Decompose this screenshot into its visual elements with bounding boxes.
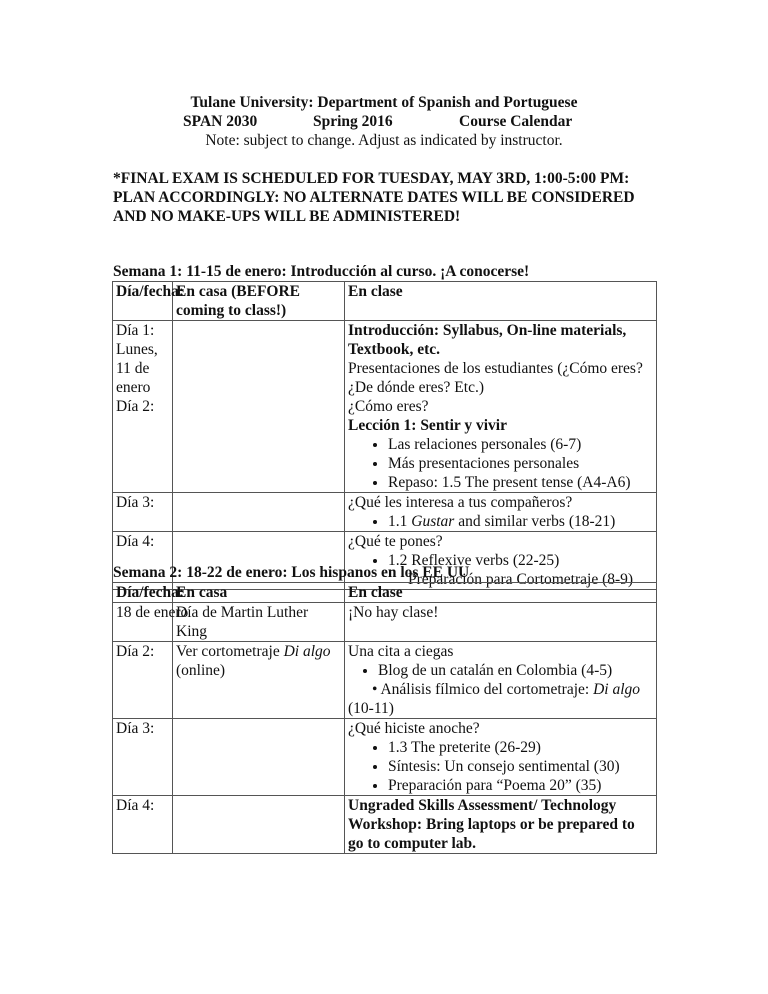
list-item: • Síntesis: Un consejo sentimental (30): [388, 757, 653, 776]
table-row: [113, 796, 657, 854]
course-code: SPAN 2030: [183, 113, 258, 130]
list-item: • Análisis fílmico del cortometraje: Di algo: [372, 681, 641, 698]
table-row: [113, 603, 657, 642]
list-item: • Repaso: 1.5 The present tense (A4-A6): [388, 473, 653, 492]
exam-line: *FINAL EXAM IS SCHEDULED FOR TUESDAY, MAY 3RD, 1:00-5:00 PM:: [113, 170, 630, 187]
list-item: • Las relaciones personales (6-7): [388, 435, 653, 454]
header-class: En clase: [345, 282, 657, 321]
list-item: • Más presentaciones personales: [388, 454, 653, 473]
term: Spring 2016: [313, 113, 393, 130]
course-line: [183, 112, 603, 131]
home-cell: [173, 719, 345, 796]
class-cell: Ungraded Skills Assessment/ Technology Workshop: Bring laptops or be prepared to go to computer lab.: [345, 796, 657, 854]
week1-heading: Semana 1: 11-15 de enero: Introducción al curso. ¡A conocerse!: [113, 263, 530, 280]
home-cell: [173, 796, 345, 854]
header-class: En clase: [345, 583, 657, 603]
day-cell: Día 2:: [113, 642, 173, 719]
exam-notice: [113, 169, 673, 226]
exam-line: AND NO MAKE-UPS WILL BE ADMINISTERED!: [113, 208, 461, 225]
class-topic: Introducción: Syllabus, On-line materials, Textbook, etc.: [348, 322, 627, 358]
class-cell: [345, 493, 657, 532]
table-row: [113, 397, 657, 493]
table-header-row: [113, 583, 657, 603]
class-cell: [345, 642, 657, 719]
class-cell: [345, 719, 657, 796]
home-cell: [173, 397, 345, 493]
class-text: (10-11): [348, 700, 394, 717]
day-cell: Día 4:: [113, 796, 173, 854]
header-day: Día/fecha:: [113, 282, 173, 321]
class-text: ¿Qué te pones?: [348, 533, 443, 550]
table-row: [113, 642, 657, 719]
header-home: En casa: [173, 583, 345, 603]
day-cell: Día 2:: [113, 397, 173, 493]
list-item: • Blog de un catalán en Colombia (4-5): [378, 661, 653, 680]
day-cell: Día 3:: [113, 719, 173, 796]
class-cell: ¡No hay clase!: [345, 603, 657, 642]
lesson-title: Lección 1: Sentir y vivir: [348, 417, 507, 434]
home-cell: Ver cortometraje Di algo (online): [173, 642, 345, 719]
class-cell: [345, 397, 657, 493]
class-text: Presentaciones de los estudiantes (¿Cómo eres? ¿De dónde eres? Etc.): [348, 360, 643, 396]
header-home: En casa (BEFORE coming to class!): [173, 282, 345, 321]
class-text: ¿Cómo eres?: [348, 398, 429, 415]
home-cell: Día de Martin Luther King: [173, 603, 345, 642]
class-text: Una cita a ciegas: [348, 643, 454, 660]
day-cell: Día 3:: [113, 493, 173, 532]
table-row: [113, 493, 657, 532]
table-header-row: [113, 282, 657, 321]
table-row: [113, 719, 657, 796]
list-item: • 1.2 Reflexive verbs (22-25): [388, 551, 653, 570]
doc-type: Course Calendar: [459, 113, 573, 130]
header-day: Día/fecha:: [113, 583, 173, 603]
exam-line: PLAN ACCORDINGLY: NO ALTERNATE DATES WILL BE CONSIDERED: [113, 189, 635, 206]
week2-table: [112, 582, 657, 854]
home-cell: [173, 493, 345, 532]
class-text: Preparación para Cortometraje (8-9): [408, 571, 634, 588]
home-cell: [173, 321, 345, 398]
class-text: ¿Qué hiciste anoche?: [348, 720, 480, 737]
day-cell: 18 de enero: [113, 603, 173, 642]
week1-table: [112, 281, 657, 590]
list-item: • 1.1 Gustar and similar verbs (18-21): [388, 512, 653, 531]
title-line: Tulane University: Department of Spanish and Portuguese: [190, 94, 578, 111]
table-row: [113, 321, 657, 398]
list-item: • 1.3 The preterite (26-29): [388, 738, 653, 757]
day-cell: Día 4:: [113, 532, 173, 590]
class-cell: [345, 321, 657, 398]
list-item: • Preparación para “Poema 20” (35): [388, 776, 653, 795]
week2-heading: Semana 2: 18-22 de enero: Los hispanos en los EE UU: [113, 564, 470, 581]
class-text: ¿Qué les interesa a tus compañeros?: [348, 494, 573, 511]
day-cell: Día 1: Lunes, 11 de enero: [113, 321, 173, 398]
note: Note: subject to change. Adjust as indicated by instructor.: [205, 132, 563, 149]
